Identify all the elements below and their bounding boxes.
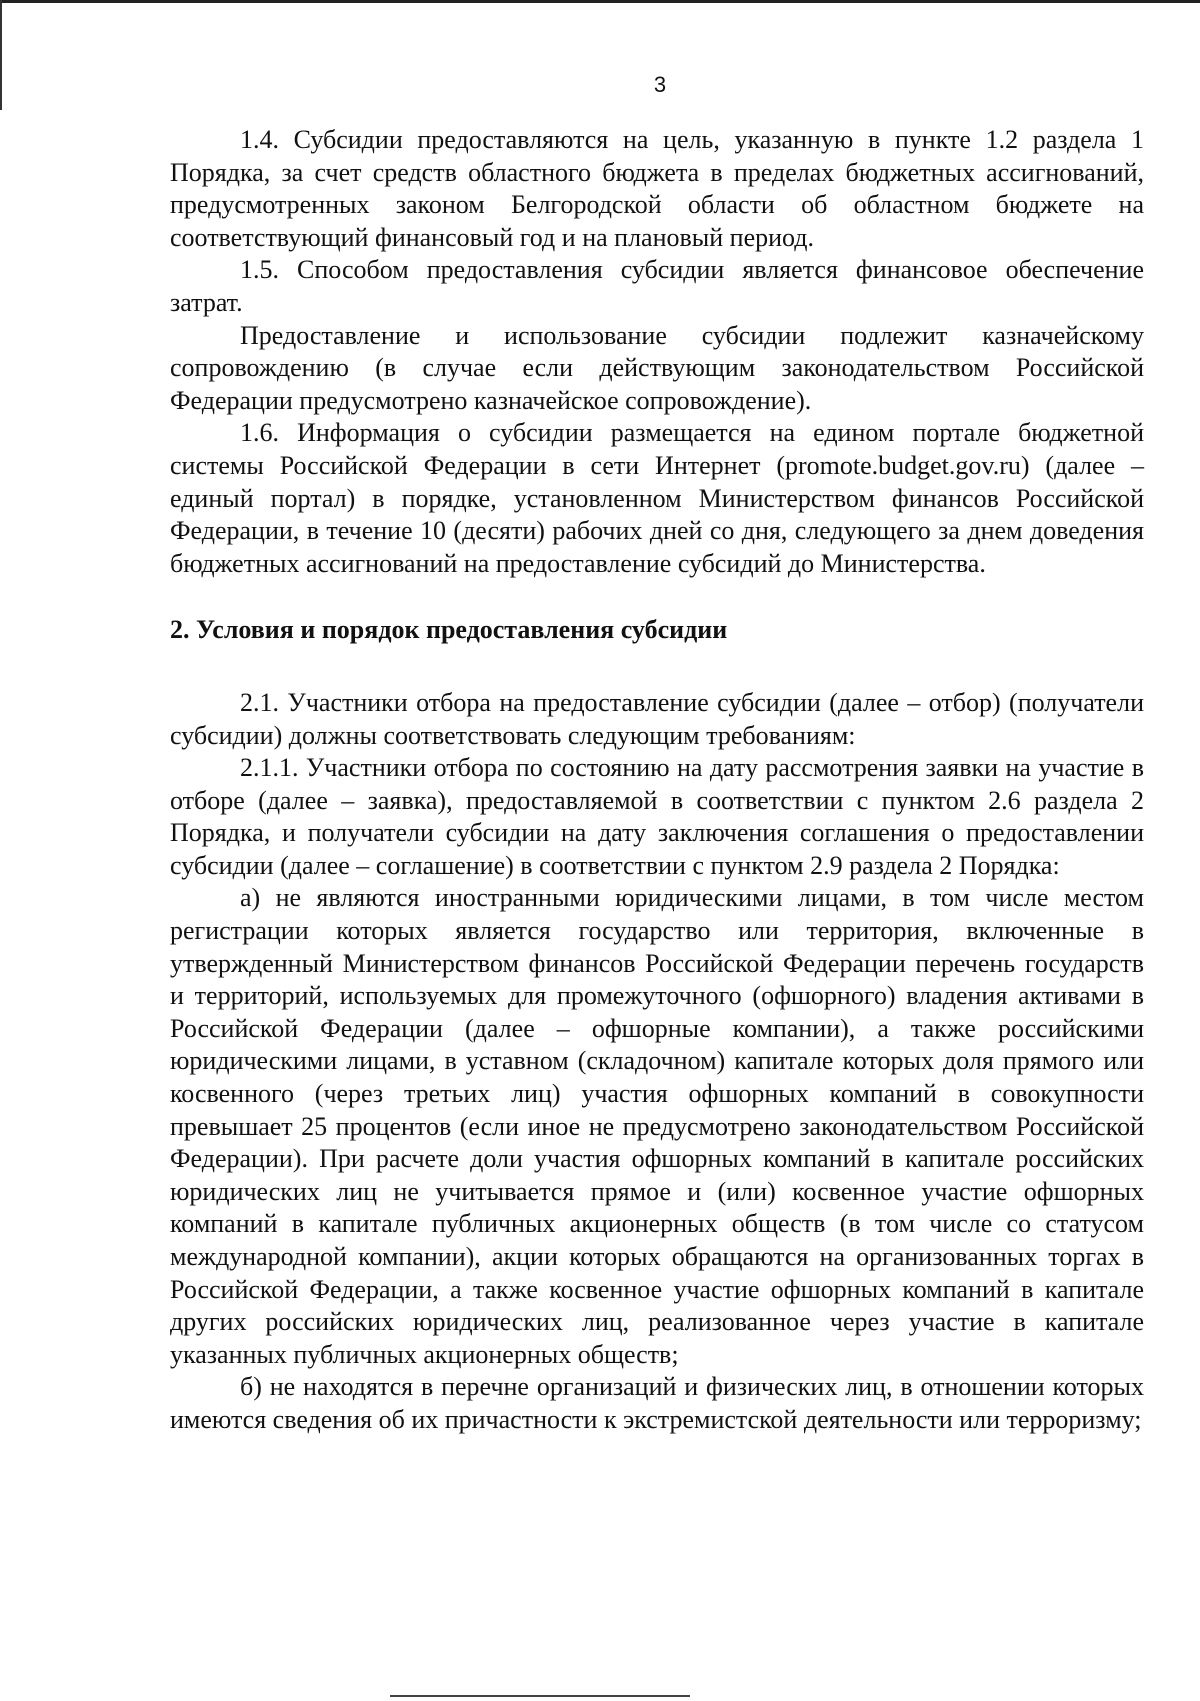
paragraph-a: а) не являются иностранными юридическими лицами, в том числе местом регистрации которых является государство или территория, включенные в утвержденный Министерством финансов Российской Федерации перечень государств и территорий, используемых для промежуточного (офшорного) владения активами в Российской Федерации (далее – офшорные компании), а также российскими юридическими лицами, в уставном (складочном) капитале которых доля прямого или косвенного (через третьих лиц) участия офшорных компаний в совокупности превышает 25 процентов (если иное не предусмотрено законодательством Российской Федерации). При расчете доли участия офшорных компаний в капитале российских юридических лиц не учитывается прямое и (или) косвенное участие офшорных компаний в капитале публичных акционерных обществ (в том числе со статусом международной компании), акции которых обращаются на организованных торгах в Российской Федерации, а также косвенное участие офшорных компаний в капитале других российских юридических лиц, реализованное через участие в капитале указанных публичных акционерных обществ; bbox=[170, 883, 1144, 1369]
bottom-border-line bbox=[390, 1695, 690, 1697]
paragraph-1-6: 1.6. Информация о субсидии размещается на едином портале бюджетной системы Российской Федерации в сети Интернет (promote.budget.gov.ru) (далее – единый портал) в порядке, установленном Министерством финансов Российской Федерации, в течение 10 (десяти) рабочих дней со дня, следующего за днем доведения бюджетных ассигнований на предоставление субсидий до Министерства. bbox=[170, 418, 1144, 578]
paragraph-1-4: 1.4. Субсидии предоставляются на цель, указанную в пункте 1.2 раздела 1 Порядка, за счет средств областного бюджета в пределах бюджетных ассигнований, предусмотренных законом Белгородской области об областном бюджете на соответствующий финансовый год и на плановый период. bbox=[170, 125, 1144, 252]
paragraph-2-1: 2.1. Участники отбора на предоставление субсидии (далее – отбор) (получатели субсидии) должны соответствовать следующим требованиям: bbox=[170, 687, 1144, 750]
paragraph-1-5: 1.5. Способом предоставления субсидии является финансовое обеспечение затрат. bbox=[170, 255, 1144, 317]
paragraph-2-1-1: 2.1.1. Участники отбора по состоянию на дату рассмотрения заявки на участие в отборе (далее – заявка), предоставляемой в соответствии с пунктом 2.6 раздела 2 Порядка, и получатели субсидии на дату заключения соглашения о предоставлении субсидии (далее – соглашение) в соответствии с пунктом 2.9 раздела 2 Порядка: bbox=[170, 753, 1144, 880]
top-border-line bbox=[0, 0, 1200, 3]
page-number: 3 bbox=[653, 72, 667, 97]
section-2-heading: 2. Условия и порядок предоставления субсидии bbox=[170, 615, 728, 645]
document-body bbox=[170, 124, 1144, 1437]
paragraph-b: б) не находятся в перечне организаций и физических лиц, в отношении которых имеются сведения об их причастности к экстремистской деятельности или терроризму; bbox=[170, 1372, 1144, 1434]
paragraph-1-5-treasury: Предоставление и использование субсидии подлежит казначейскому сопровождению (в случае если действующим законодательством Российской Федерации предусмотрено казначейское сопровождение). bbox=[170, 320, 1144, 415]
